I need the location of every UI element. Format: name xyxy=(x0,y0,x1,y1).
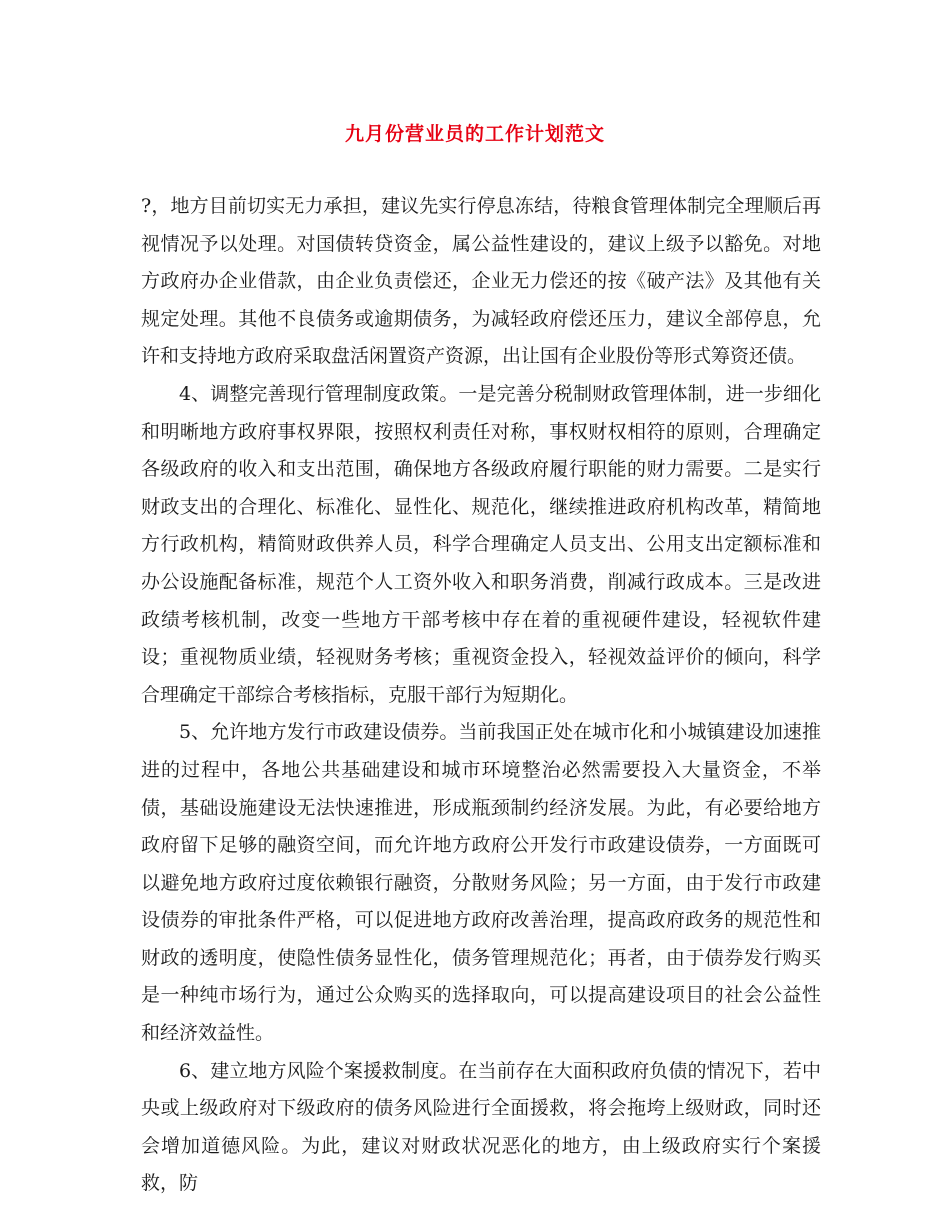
document-title: 九月份营业员的工作计划范文 xyxy=(344,123,605,145)
paragraph-continuation: ?，地方目前切实无力承担，建议先实行停息冻结，待粮食管理体制完全理顺后再视情况予以处理。对国债转贷资金，属公益性建设的，建议上级予以豁免。对地方政府办企业借款，由企业负责偿还，企业无力偿还的按《破产法》及其他有关规定处理。其他不良债务或逾期债务，为减轻政府偿还压力，建议全部停息，允许和支持地方政府采取盘活闲置资产资源，出让国有企业股份等形式筹资还债。 xyxy=(141,195,821,368)
document-body xyxy=(141,188,821,1203)
paragraph-item-6: 6、建立地方风险个案援救制度。在当前存在大面积政府负债的情况下，若中央或上级政府对下级政府的债务风险进行全面援救，将会拖垮上级财政，同时还会增加道德风险。为此，建议对财政状况恶化的地方，由上级政府实行个案援救，防 xyxy=(141,1059,821,1195)
paragraph-item-4: 4、调整完善现行管理制度政策。一是完善分税制财政管理体制，进一步细化和明晰地方政府事权界限，按照权利责任对称，事权财权相符的原则，合理确定各级政府的收入和支出范围，确保地方各级政府履行职能的财力需要。二是实行财政支出的合理化、标准化、显性化、规范化，继续推进政府机构改革，精简地方行政机构，精简财政供养人员，科学合理确定人员支出、公用支出定额标准和办公设施配备标准，规范个人工资外收入和职务消费，削减行政成本。三是改进政绩考核机制，改变一些地方干部考核中存在着的重视硬件建设，轻视软件建设；重视物质业绩，轻视财务考核；重视资金投入，轻视效益评价的倾向，科学合理确定干部综合考核指标，克服干部行为短期化。 xyxy=(141,382,821,706)
paragraph-item-5: 5、允许地方发行市政建设债券。当前我国正处在城市化和小城镇建设加速推进的过程中，各地公共基础建设和城市环境整治必然需要投入大量资金，不举债，基础设施建设无法快速推进，形成瓶颈制约经济发展。为此，有必要给地方政府留下足够的融资空间，而允许地方政府公开发行市政建设债券，一方面既可以避免地方政府过度依赖银行融资，分散财务风险；另一方面，由于发行市政建设债券的审批条件严格，可以促进地方政府改善治理，提高政府政务的规范性和财政的透明度，使隐性债务显性化，债务管理规范化；再者，由于债券发行购买是一种纯市场行为，通过公众购买的选择取向，可以提高建设项目的社会公益性和经济效益性。 xyxy=(141,721,821,1045)
